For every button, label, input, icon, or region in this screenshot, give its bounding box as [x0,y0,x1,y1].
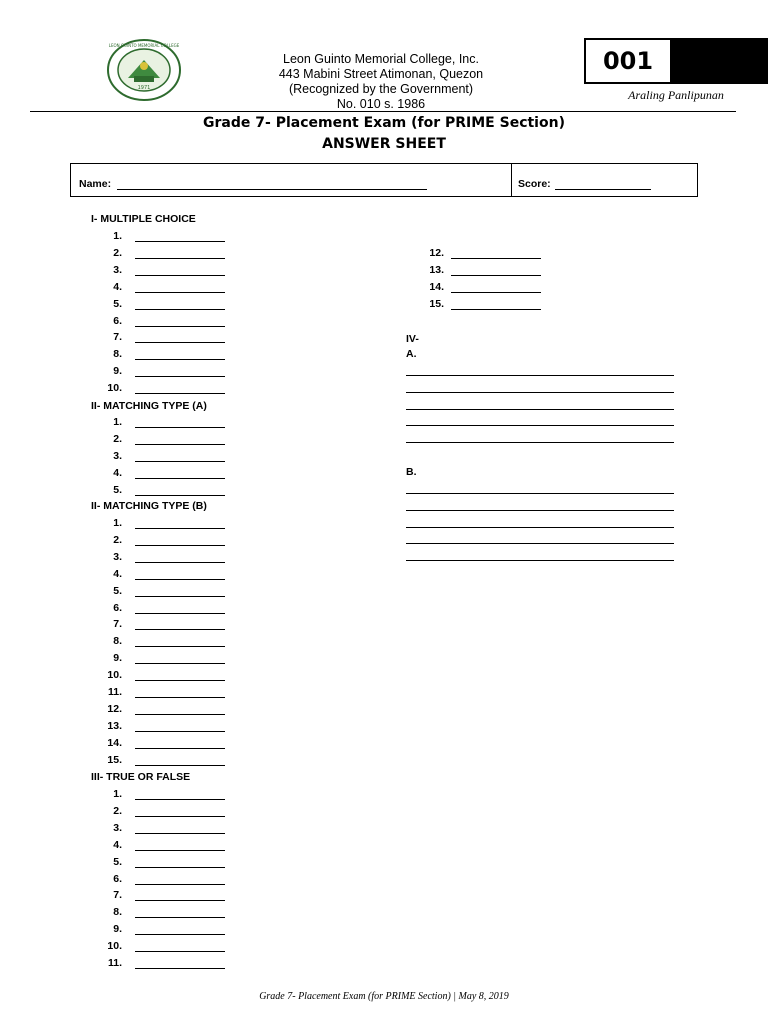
section-multiple-choice-title: I- MULTIPLE CHOICE [91,213,196,225]
item-number: 8. [113,906,122,919]
essay-answer-line[interactable] [406,560,674,561]
item-number: 1. [113,230,122,242]
answer-blank[interactable] [135,562,225,563]
item-number: 9. [113,652,122,665]
answer-item [98,450,225,464]
item-number: 1. [113,517,122,529]
item-number: 15. [429,297,444,310]
item-number: 6. [113,872,122,885]
essay-answer-line[interactable] [406,442,674,443]
answer-blank[interactable] [135,528,225,529]
answer-blank[interactable] [135,968,225,969]
answer-blank[interactable] [451,309,541,310]
answer-blank[interactable] [135,748,225,749]
header-rule [30,111,736,112]
item-number: 7. [113,331,122,344]
answer-item [98,720,225,734]
item-number: 3. [113,263,122,276]
answer-blank[interactable] [135,951,225,952]
answer-item [98,873,225,887]
answer-blank[interactable] [135,799,225,800]
answer-blank[interactable] [135,646,225,647]
item-number: 7. [113,889,122,902]
name-label: Name: [79,178,112,190]
answer-item [98,923,225,937]
answer-sheet-title: ANSWER SHEET [322,136,446,152]
answer-item [98,467,225,481]
answer-item [98,906,225,920]
answer-blank[interactable] [135,917,225,918]
essay-answer-line[interactable] [406,493,674,494]
item-number: 5. [113,297,122,310]
essay-answer-line[interactable] [406,392,674,393]
item-number: 3. [113,550,122,563]
item-number: 10. [107,940,122,953]
answer-blank[interactable] [135,731,225,732]
answer-blank[interactable] [135,241,225,242]
item-number: 4. [113,466,122,479]
essay-part-a-label: A. [406,348,417,360]
item-number: 13. [429,263,444,276]
answer-blank[interactable] [135,900,225,901]
essay-answer-line[interactable] [406,527,674,528]
answer-item [98,839,225,853]
item-number: 15. [107,753,122,766]
answer-blank[interactable] [135,714,225,715]
answer-blank[interactable] [451,275,541,276]
answer-item [98,247,225,261]
answer-item [98,416,225,430]
answer-item [98,551,225,565]
logo-year: 1971 [137,85,151,91]
item-number: 3. [113,821,122,834]
answer-item [98,602,225,616]
answer-item [98,822,225,836]
answer-item [98,652,225,666]
section-essay-title: IV- [406,333,419,345]
answer-blank[interactable] [135,342,225,343]
answer-item [98,534,225,548]
essay-answer-line[interactable] [406,425,674,426]
answer-item [98,331,225,345]
answer-item [98,315,225,329]
essay-answer-line[interactable] [406,409,674,410]
exam-code: 001 [584,38,672,84]
answer-item [98,230,225,244]
answer-item [420,247,541,261]
section-matching-b-title: II- MATCHING TYPE (B) [91,500,207,512]
answer-item [98,703,225,717]
answer-item [98,433,225,447]
answer-blank[interactable] [135,697,225,698]
answer-blank[interactable] [135,427,225,428]
answer-item [98,618,225,632]
item-number: 2. [113,804,122,817]
answer-item [98,788,225,802]
answer-blank[interactable] [135,850,225,851]
item-number: 4. [113,567,122,580]
answer-item [98,348,225,362]
answer-blank[interactable] [135,495,225,496]
exam-code-black-block [672,38,768,84]
answer-item [98,889,225,903]
answer-blank[interactable] [135,461,225,462]
school-number: No. 010 s. 1986 [336,97,426,111]
name-field[interactable] [117,189,427,190]
item-number: 2. [113,533,122,546]
item-number: 14. [107,736,122,749]
item-number: 14. [429,280,444,293]
answer-blank[interactable] [135,867,225,868]
answer-blank[interactable] [135,579,225,580]
answer-blank[interactable] [135,393,225,394]
item-number: 1. [113,416,122,428]
answer-blank[interactable] [135,884,225,885]
exam-code-box [584,38,768,84]
answer-item [98,686,225,700]
item-number: 4. [113,838,122,851]
item-number: 12. [429,247,444,259]
item-number: 2. [113,246,122,259]
item-number: 11. [107,686,122,698]
answer-item [98,298,225,312]
item-number: 3. [113,449,122,462]
item-number: 6. [113,314,122,327]
answer-blank[interactable] [135,326,225,327]
answer-item [98,805,225,819]
answer-blank[interactable] [135,275,225,276]
school-logo [106,38,182,102]
answer-blank[interactable] [135,765,225,766]
item-number: 5. [113,584,122,597]
answer-blank[interactable] [135,258,225,259]
answer-blank[interactable] [135,292,225,293]
answer-blank[interactable] [135,359,225,360]
answer-blank[interactable] [135,596,225,597]
answer-item [98,669,225,683]
item-number: 12. [107,702,122,715]
name-score-box [70,163,698,197]
answer-item [98,568,225,582]
section-true-false-title: III- TRUE OR FALSE [91,771,191,783]
answer-blank[interactable] [135,680,225,681]
subject-label: Araling Panlipunan [628,88,724,102]
answer-item [98,264,225,278]
answer-blank[interactable] [135,444,225,445]
item-number: 1. [113,788,122,800]
item-number: 2. [113,432,122,445]
logo-text: LEON GUINTO MEMORIAL COLLEGE [108,43,180,48]
exam-title: Grade 7- Placement Exam (for PRIME Section) [203,115,565,131]
name-score-divider [511,164,512,196]
school-recognition: (Recognized by the Government) [288,82,474,96]
answer-blank[interactable] [451,292,541,293]
answer-blank[interactable] [135,934,225,935]
answer-blank[interactable] [135,545,225,546]
answer-item [98,281,225,295]
page-footer: Grade 7- Placement Exam (for PRIME Section) | May 8, 2019 [259,991,509,1002]
answer-item [420,264,541,278]
school-info [236,52,526,112]
answer-item [98,635,225,649]
answer-item [98,754,225,768]
answer-item [98,940,225,954]
item-number: 5. [113,483,122,496]
answer-blank[interactable] [135,816,225,817]
item-number: 11. [107,957,122,969]
section-matching-a-title: II- MATCHING TYPE (A) [91,400,207,412]
answer-item [98,382,225,396]
answer-blank[interactable] [135,663,225,664]
answer-item [98,585,225,599]
answer-item [420,281,541,295]
score-label: Score: [518,178,551,190]
school-name: Leon Guinto Memorial College, Inc. [283,52,479,66]
answer-blank[interactable] [135,478,225,479]
answer-item [420,298,541,312]
item-number: 4. [113,280,122,293]
answer-blank[interactable] [451,258,541,259]
item-number: 9. [113,923,122,936]
answer-blank[interactable] [135,376,225,377]
answer-item [98,365,225,379]
item-number: 5. [113,855,122,868]
essay-answer-line[interactable] [406,543,674,544]
item-number: 7. [113,618,122,631]
answer-blank[interactable] [135,833,225,834]
answer-item [98,737,225,751]
essay-answer-line[interactable] [406,510,674,511]
item-number: 8. [113,635,122,648]
item-number: 9. [113,365,122,378]
school-address: 443 Mabini Street Atimonan, Quezon [278,67,484,81]
answer-blank[interactable] [135,629,225,630]
item-number: 6. [113,601,122,614]
item-number: 13. [107,719,122,732]
item-number: 10. [107,382,122,395]
item-number: 8. [113,348,122,361]
answer-item [98,484,225,498]
answer-blank[interactable] [135,309,225,310]
answer-blank[interactable] [135,613,225,614]
score-field[interactable] [555,189,651,190]
essay-answer-line[interactable] [406,375,674,376]
essay-part-b-label: B. [406,466,417,478]
item-number: 10. [107,669,122,682]
answer-item [98,856,225,870]
answer-item [98,957,225,971]
answer-item [98,517,225,531]
